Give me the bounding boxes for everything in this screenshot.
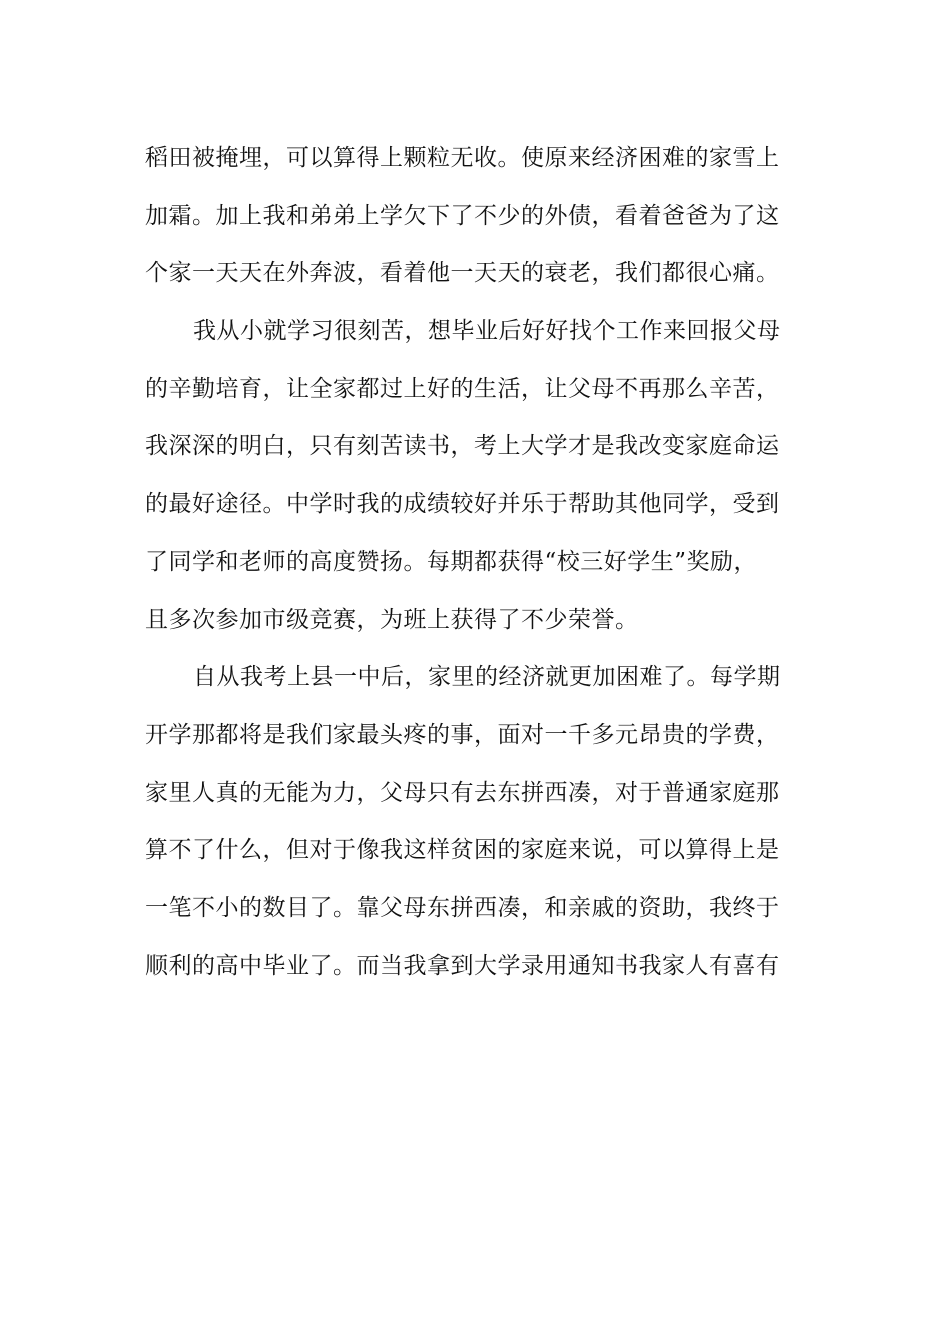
text-line: 且多次参加市级竞赛，为班上获得了不少荣誉。 <box>145 606 639 633</box>
text-line: 算不了什么，但对于像我这样贫困的家庭来说，可以算得上是 <box>145 837 780 864</box>
paragraph-first-line: 我从小就学习很刻苦，想毕业后好好找个工作来回报父母 <box>193 318 781 345</box>
paragraph-first-line: 自从我考上县一中后，家里的经济就更加困难了。每学期 <box>193 664 781 691</box>
text-line: 顺利的高中毕业了。而当我拿到大学录用通知书我家人有喜有 <box>145 952 780 979</box>
text-line: 一笔不小的数目了。靠父母东拼西凑，和亲戚的资助，我终于 <box>145 894 780 921</box>
text-line: 的最好途径。中学时我的成绩较好并乐于帮助其他同学，受到 <box>145 491 780 518</box>
text-line: 个家一天天在外奔波，看着他一天天的衰老，我们都很心痛。 <box>145 260 780 287</box>
text-line: 加霜。加上我和弟弟上学欠下了不少的外债，看着爸爸为了这 <box>145 202 780 229</box>
text-line: 开学那都将是我们家最头疼的事，面对一千多元昂贵的学费， <box>145 721 780 748</box>
text-line: 了同学和老师的高度赞扬。每期都获得“校三好学生”奖励， <box>145 548 758 575</box>
text-line: 稻田被掩埋，可以算得上颗粒无收。使原来经济困难的家雪上 <box>145 145 780 171</box>
text-line: 家里人真的无能为力，父母只有去东拼西凑，对于普通家庭那 <box>145 779 780 806</box>
text-line: 的辛勤培育，让全家都过上好的生活，让父母不再那么辛苦， <box>145 375 780 402</box>
body-text <box>145 130 810 995</box>
text-line: 我深深的明白，只有刻苦读书，考上大学才是我改变家庭命运 <box>145 433 780 460</box>
